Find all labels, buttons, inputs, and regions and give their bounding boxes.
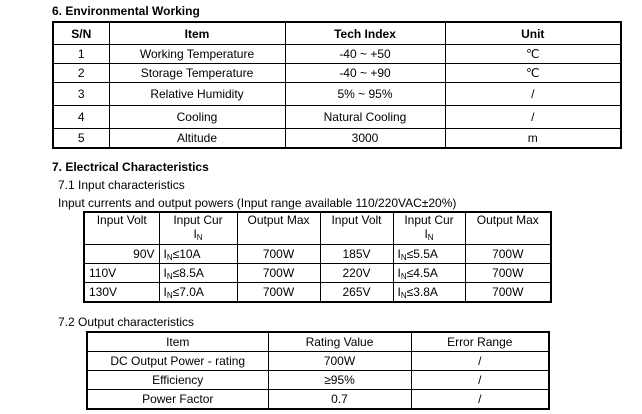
- section-6-heading: 6. Environmental Working: [52, 4, 200, 18]
- cell-unit: ℃: [445, 64, 621, 83]
- cell-input-volt: 130V: [84, 283, 159, 303]
- cell-item: Relative Humidity: [109, 83, 285, 106]
- table-header-row: [84, 212, 551, 245]
- cell-item: Storage Temperature: [109, 64, 285, 83]
- cell-error-range: /: [411, 390, 549, 410]
- cell-rating-value: 700W: [268, 352, 411, 371]
- cell-unit: m: [445, 129, 621, 149]
- cell-output-max: 700W: [465, 283, 551, 303]
- cell-item: Cooling: [109, 106, 285, 129]
- cell-output-max: 700W: [237, 264, 320, 283]
- column-header-tech-index: Tech Index: [285, 22, 445, 45]
- cell-tech-index: Natural Cooling: [285, 106, 445, 129]
- column-header-input-cur: Input Cur $I_N$: [159, 212, 237, 245]
- table-row: [87, 352, 549, 371]
- table-row: [84, 283, 551, 303]
- cell-error-range: /: [411, 371, 549, 390]
- column-header-output-max: Output Max: [237, 212, 320, 245]
- cell-unit: ℃: [445, 45, 621, 64]
- cell-sn: 4: [53, 106, 109, 129]
- cell-output-max: 700W: [237, 283, 320, 303]
- cell-input-cur: $I_N\le 4.5A$: [393, 264, 465, 283]
- cell-input-volt: 90V: [84, 245, 159, 264]
- table-header-row: [53, 22, 621, 45]
- table-row: [87, 390, 549, 410]
- column-header-input-volt: Input Volt: [84, 212, 159, 245]
- cell-item: Working Temperature: [109, 45, 285, 64]
- subsection-7-2-heading: 7.2 Output characteristics: [58, 315, 195, 329]
- cell-tech-index: 3000: [285, 129, 445, 149]
- cell-input-cur: $I_N\le 5.5A$: [393, 245, 465, 264]
- cell-item: Efficiency: [87, 371, 268, 390]
- cell-output-max: 700W: [237, 245, 320, 264]
- column-header-unit: Unit: [445, 22, 621, 45]
- cell-tech-index: -40 ~ +90: [285, 64, 445, 83]
- column-header-error-range: Error Range: [411, 332, 549, 352]
- column-header-item: Item: [109, 22, 285, 45]
- cell-error-range: /: [411, 352, 549, 371]
- cell-sn: 2: [53, 64, 109, 83]
- table-row: [53, 83, 621, 106]
- table-row: [53, 45, 621, 64]
- cell-item: DC Output Power - rating: [87, 352, 268, 371]
- table-row: [53, 64, 621, 83]
- column-header-input-cur: Input Cur $I_N$: [393, 212, 465, 245]
- table-header-row: [87, 332, 549, 352]
- cell-input-cur: $I_N\le 8.5A$: [159, 264, 237, 283]
- output-characteristics-table: [86, 331, 550, 410]
- cell-input-volt: 110V: [84, 264, 159, 283]
- input-characteristics-table: [83, 211, 552, 303]
- cell-item: Power Factor: [87, 390, 268, 410]
- cell-item: Altitude: [109, 129, 285, 149]
- column-header-input-volt: Input Volt: [320, 212, 393, 245]
- cell-sn: 5: [53, 129, 109, 149]
- table-row: [84, 245, 551, 264]
- cell-tech-index: 5% ~ 95%: [285, 83, 445, 106]
- table-row: [53, 106, 621, 129]
- cell-sn: 3: [53, 83, 109, 106]
- cell-input-volt: 265V: [320, 283, 393, 303]
- cell-rating-value: 0.7: [268, 390, 411, 410]
- column-header-item: Item: [87, 332, 268, 352]
- cell-input-volt: 220V: [320, 264, 393, 283]
- cell-output-max: 700W: [465, 264, 551, 283]
- subsection-7-1-heading: 7.1 Input characteristics: [58, 178, 185, 192]
- cell-input-cur: $I_N\le 10A$: [159, 245, 237, 264]
- section-7-heading: 7. Electrical Characteristics: [52, 160, 209, 174]
- cell-unit: /: [445, 83, 621, 106]
- cell-input-volt: 185V: [320, 245, 393, 264]
- cell-sn: 1: [53, 45, 109, 64]
- table-row: [84, 264, 551, 283]
- cell-unit: /: [445, 106, 621, 129]
- cell-tech-index: -40 ~ +50: [285, 45, 445, 64]
- column-header-rating-value: Rating Value: [268, 332, 411, 352]
- cell-output-max: 700W: [465, 245, 551, 264]
- cell-input-cur: $I_N\le 3.8A$: [393, 283, 465, 303]
- table-row: [87, 371, 549, 390]
- column-header-output-max: Output Max: [465, 212, 551, 245]
- input-range-note: Input currents and output powers (Input range available 110/220VAC±20%): [58, 196, 457, 210]
- environmental-table: [52, 21, 622, 149]
- table-row: [53, 129, 621, 149]
- cell-rating-value: ≥95%: [268, 371, 411, 390]
- column-header-sn: S/N: [53, 22, 109, 45]
- cell-input-cur: $I_N\le 7.0A$: [159, 283, 237, 303]
